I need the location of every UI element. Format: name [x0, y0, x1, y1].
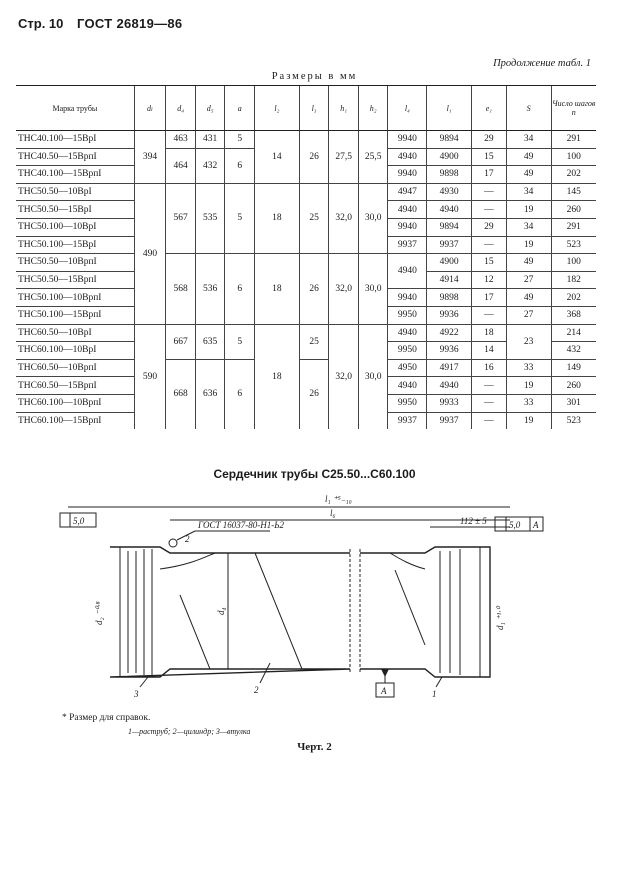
col-header: l₂	[254, 86, 299, 131]
cell-d1: 394	[134, 131, 166, 184]
pipe-grade: ТНС50.100—10ВрпI	[16, 289, 134, 307]
label-callout-2: 2	[254, 685, 259, 695]
callout-leader	[140, 677, 148, 687]
pipe-grade: ТНС40.100—15ВрI	[16, 131, 134, 149]
cell-l3: 26	[299, 131, 329, 184]
label-callout-3: 3	[134, 689, 139, 699]
cell-s: 19	[506, 377, 551, 395]
cell-s: 34	[506, 183, 551, 201]
table-continuation-note: Продолжение табл. 1	[493, 58, 591, 69]
col-header: d₄	[166, 86, 196, 131]
col-header: l₁	[427, 86, 472, 131]
col-header: h₁	[329, 86, 359, 131]
cell-l1: 9898	[427, 166, 472, 184]
table-row	[16, 183, 596, 201]
cell-e1: 17	[472, 289, 507, 307]
cell-e1: 29	[472, 218, 507, 236]
cell-a: 5	[225, 131, 255, 149]
cell-e1: 12	[472, 271, 507, 289]
cell-d1: 590	[134, 324, 166, 429]
units-caption: Размеры в мм	[271, 71, 358, 82]
cell-l4: 4940	[388, 148, 427, 166]
cell-l3: 25	[299, 324, 329, 359]
pipe-grade: ТНС50.50—15ВрI	[16, 201, 134, 219]
cell-d5: 635	[195, 324, 225, 359]
callout-leader	[260, 663, 270, 683]
cell-h1: 32,0	[329, 254, 359, 324]
table-row	[16, 254, 596, 272]
label-callout-1: 1	[432, 689, 437, 699]
cell-d5: 432	[195, 148, 225, 183]
cell-l2: 14	[254, 131, 299, 184]
sleeve-curve	[160, 553, 215, 569]
label-callout-2b: 2	[185, 534, 190, 544]
label-l6: l₆	[330, 508, 336, 518]
cell-d4: 463	[166, 131, 196, 149]
cell-s: 19	[506, 201, 551, 219]
cell-h2: 30,0	[358, 254, 388, 324]
cell-n: 149	[551, 359, 596, 377]
cell-h2: 25,5	[358, 131, 388, 184]
pipe-grade: ТНС50.100—15ВрI	[16, 236, 134, 254]
pipe-grade: ТНС60.50—15ВрпI	[16, 377, 134, 395]
cell-n: 182	[551, 271, 596, 289]
cell-l1: 4917	[427, 359, 472, 377]
cell-e1: —	[472, 183, 507, 201]
cell-l4: 4950	[388, 359, 427, 377]
col-header: Число шагов n	[551, 86, 596, 131]
col-header: d₅	[195, 86, 225, 131]
cell-e1: 18	[472, 324, 507, 342]
cell-e1: —	[472, 201, 507, 219]
cell-e1: 16	[472, 359, 507, 377]
cell-n: 145	[551, 183, 596, 201]
cell-l1: 9894	[427, 131, 472, 149]
col-header: a	[225, 86, 255, 131]
pipe-grade: ТНС60.100—10ВрпI	[16, 394, 134, 412]
cell-s: 34	[506, 131, 551, 149]
cell-l4: 9937	[388, 412, 427, 429]
cell-l4: 4940	[388, 324, 427, 342]
cell-d4: 464	[166, 148, 196, 183]
cell-n: 100	[551, 148, 596, 166]
cell-l1: 9936	[427, 342, 472, 360]
cell-e1: —	[472, 412, 507, 429]
standard-code: ГОСТ 26819—86	[77, 16, 183, 31]
cell-a: 6	[225, 148, 255, 183]
cell-s: 34	[506, 218, 551, 236]
cell-s: 49	[506, 148, 551, 166]
pipe-grade: ТНС60.50—10ВрпI	[16, 359, 134, 377]
label-112: 112 ± 5	[460, 516, 487, 526]
cell-n: 523	[551, 236, 596, 254]
figure-caption: Черт. 2	[297, 741, 332, 753]
cell-d4: 668	[166, 359, 196, 429]
cell-s: 19	[506, 412, 551, 429]
callout-leader	[436, 677, 442, 687]
cell-l2: 18	[254, 183, 299, 253]
cell-s: 23	[506, 324, 551, 359]
cell-a: 5	[225, 183, 255, 253]
cell-l3: 26	[299, 254, 329, 324]
cell-a: 6	[225, 254, 255, 324]
pipe-grade: ТНС40.50—15ВрпI	[16, 148, 134, 166]
cell-l1: 4930	[427, 183, 472, 201]
spiral-seam	[255, 553, 302, 669]
cell-s: 27	[506, 271, 551, 289]
col-header: S	[506, 86, 551, 131]
pipe-grade: ТНС50.100—10ВрI	[16, 218, 134, 236]
cell-l1: 4940	[427, 201, 472, 219]
label-tol-right: 5,0	[509, 520, 521, 530]
cell-n: 260	[551, 201, 596, 219]
cell-d5: 636	[195, 359, 225, 429]
pipe-grade: ТНС40.100—15ВрпI	[16, 166, 134, 184]
label-datum-right: A	[533, 520, 539, 530]
cell-h2: 30,0	[358, 324, 388, 429]
cell-n: 100	[551, 254, 596, 272]
datum-triangle	[381, 669, 389, 677]
cell-l4: 4947	[388, 183, 427, 201]
label-gost: ГОСТ 16037-80-Н1-Ь2	[198, 520, 285, 530]
cell-n: 301	[551, 394, 596, 412]
cell-d5: 536	[195, 254, 225, 324]
pipe-grade: ТНС50.50—10ВрI	[16, 183, 134, 201]
cell-a: 5	[225, 324, 255, 359]
cell-l1: 4940	[427, 377, 472, 395]
cell-s: 19	[506, 236, 551, 254]
label-d2: d₂ ⁻⁰·⁸	[94, 601, 104, 625]
cell-d5: 535	[195, 183, 225, 253]
spiral-seam	[180, 595, 210, 669]
cell-e1: —	[472, 394, 507, 412]
cell-l4: 9950	[388, 306, 427, 324]
cell-n: 202	[551, 289, 596, 307]
cell-d4: 667	[166, 324, 196, 359]
cell-s: 49	[506, 289, 551, 307]
cell-l1: 9937	[427, 236, 472, 254]
cell-n: 291	[551, 218, 596, 236]
cell-e1: —	[472, 377, 507, 395]
cell-e1: 17	[472, 166, 507, 184]
cell-s: 33	[506, 394, 551, 412]
col-header: dₗ	[134, 86, 166, 131]
label-tol-left: 5,0	[73, 516, 85, 526]
footnote: * Размер для справок.	[62, 713, 151, 723]
cell-l3: 26	[299, 359, 329, 429]
figure-title: Сердечник трубы С25.50...С60.100	[213, 467, 416, 481]
page-header	[18, 16, 182, 31]
table-row	[16, 324, 596, 342]
cell-d1: 490	[134, 183, 166, 324]
cell-s: 49	[506, 166, 551, 184]
dimensions-table	[16, 85, 596, 429]
cell-l1: 4922	[427, 324, 472, 342]
label-d1: d₁ ⁺¹·⁰	[495, 606, 505, 630]
label-datum: A	[381, 686, 387, 696]
pipe-grade: ТНС60.100—15ВрпI	[18, 415, 102, 426]
cell-h1: 27,5	[329, 131, 359, 184]
cell-l4: 9950	[388, 342, 427, 360]
cell-l1: 4900	[427, 148, 472, 166]
cell-d4: 567	[166, 183, 196, 253]
cell-l4: 9937	[388, 236, 427, 254]
cell-l3: 25	[299, 183, 329, 253]
cell-l4: 9950	[388, 394, 427, 412]
col-header: Марка трубы	[16, 86, 134, 131]
pipe-grade: ТНС60.50—10ВрI	[16, 324, 134, 342]
label-d4: d₄	[216, 607, 226, 615]
cell-n: 291	[551, 131, 596, 149]
cell-e1: 15	[472, 148, 507, 166]
cell-h1: 32,0	[329, 324, 359, 429]
cell-l4: 4940	[388, 201, 427, 219]
table-row	[16, 131, 596, 149]
cell-h2: 30,0	[358, 183, 388, 253]
cell-e1: 14	[472, 342, 507, 360]
cell-d4: 568	[166, 254, 196, 324]
cell-n: 202	[551, 166, 596, 184]
cell-a: 6	[225, 359, 255, 429]
cell-l1: 9936	[427, 306, 472, 324]
label-l1: l₁ ⁺⁵₋₁₀	[325, 494, 352, 504]
cell-s: 49	[506, 254, 551, 272]
pipe-grade: ТНС50.50—15ВрпI	[16, 271, 134, 289]
cell-e1: 29	[472, 131, 507, 149]
cell-l4: 9940	[388, 166, 427, 184]
cell-h1: 32,0	[329, 183, 359, 253]
pipe-grade: ТНС50.50—10ВрпI	[16, 254, 134, 272]
pipe-grade: ТНС60.100—10ВрI	[16, 342, 134, 360]
col-header: e₁	[472, 86, 507, 131]
cell-l1: 4914	[427, 271, 472, 289]
pipe-outline	[110, 547, 490, 677]
spiral-seam	[395, 570, 425, 645]
cell-n: 523	[551, 412, 596, 429]
weld-marker	[169, 539, 177, 547]
cell-l1: 9894	[427, 218, 472, 236]
table-header-row	[16, 86, 596, 131]
cell-s: 27	[506, 306, 551, 324]
cell-n: 214	[551, 324, 596, 342]
cell-l2: 18	[254, 324, 299, 429]
cell-e1: —	[472, 236, 507, 254]
page-number: Стр. 10	[18, 16, 64, 31]
cell-l1: 9937	[427, 412, 472, 429]
cell-l2: 18	[254, 254, 299, 324]
col-header: h₂	[358, 86, 388, 131]
cell-d5: 431	[195, 131, 225, 149]
cell-s: 33	[506, 359, 551, 377]
cell-l4: 9940	[388, 131, 427, 149]
cell-l4: 9940	[388, 218, 427, 236]
cell-n: 432	[551, 342, 596, 360]
col-header: l₃	[299, 86, 329, 131]
cell-e1: —	[472, 306, 507, 324]
col-header: l₄	[388, 86, 427, 131]
bell-curve	[390, 553, 425, 569]
table-row	[16, 359, 596, 377]
parts-legend: 1—раструб; 2—цилиндр; 3—втулка	[128, 727, 251, 736]
cell-l4: 4940	[388, 254, 427, 289]
pipe-grade: ТНС50.100—15ВрпI	[16, 306, 134, 324]
cell-e1: 15	[472, 254, 507, 272]
cell-n: 260	[551, 377, 596, 395]
cell-n: 368	[551, 306, 596, 324]
cell-l1: 9933	[427, 394, 472, 412]
cell-l1: 4900	[427, 254, 472, 272]
cell-l1: 9898	[427, 289, 472, 307]
cell-l4: 4940	[388, 377, 427, 395]
cell-l4: 9940	[388, 289, 427, 307]
pipe-core-drawing	[40, 485, 560, 700]
